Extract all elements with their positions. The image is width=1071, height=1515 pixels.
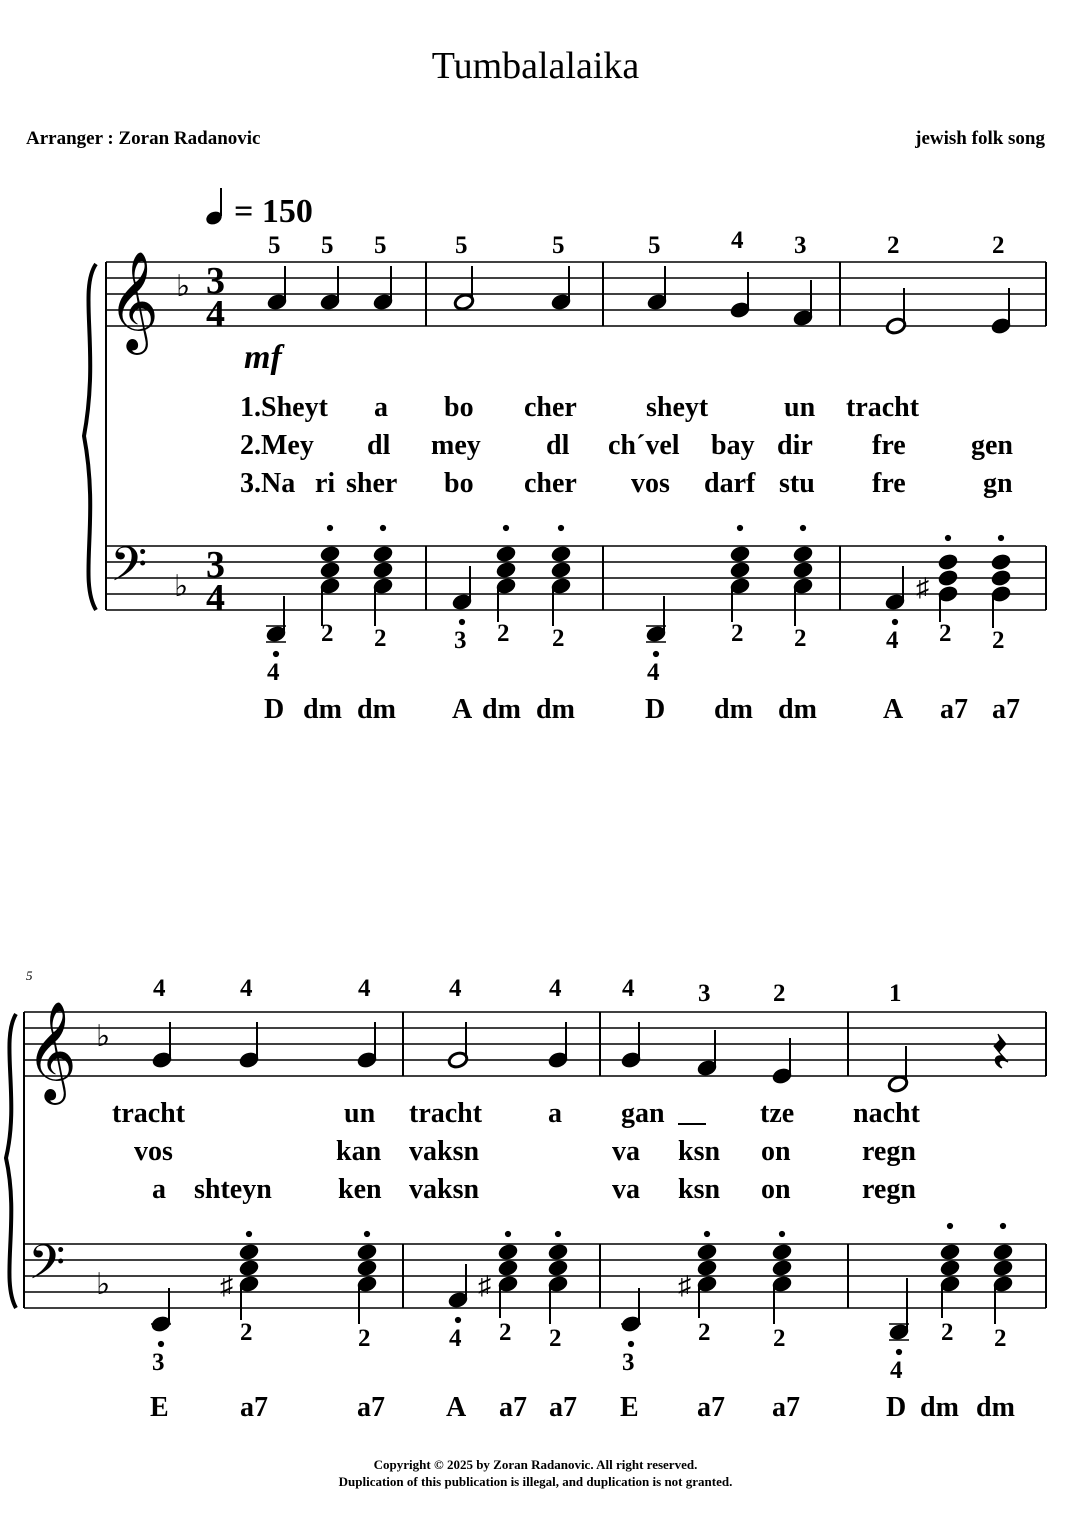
lyrics-1 xyxy=(240,392,1013,499)
lyric-syllable: tze xyxy=(760,1098,795,1129)
lyric-syllable: vos xyxy=(134,1136,173,1167)
flat-key-signature-icon: ♭ xyxy=(176,270,191,303)
duplication-notice: Duplication of this publication is illegal, and duplication is not granted. xyxy=(338,1474,733,1489)
chord-name: E xyxy=(620,1392,639,1423)
chord-name: a7 xyxy=(357,1392,385,1423)
lyric-syllable: regn xyxy=(862,1174,916,1205)
lyric-syllable: cher xyxy=(524,392,577,423)
svg-text:♯: ♯ xyxy=(220,1271,233,1300)
svg-text:♯: ♯ xyxy=(916,573,929,602)
lyric-syllable: tracht xyxy=(112,1098,186,1129)
chord-name: a7 xyxy=(549,1392,577,1423)
chord-name: a7 xyxy=(240,1392,268,1423)
svg-text:♯: ♯ xyxy=(478,1271,491,1300)
chord-name: A xyxy=(446,1392,467,1423)
lyric-syllable: shteyn xyxy=(194,1174,272,1205)
svg-text:♯: ♯ xyxy=(678,1271,691,1300)
lyrics-2 xyxy=(112,1098,921,1205)
fingering: 5 xyxy=(268,232,281,259)
lyric-syllable: on xyxy=(761,1136,791,1167)
chord-name: dm xyxy=(976,1392,1015,1423)
lyric-syllable: a xyxy=(548,1098,562,1129)
lyric-syllable: ken xyxy=(338,1174,382,1205)
lyric-syllable: dl xyxy=(546,430,570,461)
fingering: 1 xyxy=(889,980,902,1007)
chord-name: a7 xyxy=(772,1392,800,1423)
lyric-syllable: bo xyxy=(444,468,474,499)
lyric-syllable: sheyt xyxy=(646,392,709,423)
lyric-syllable: darf xyxy=(704,468,756,499)
treble-clef-icon: 𝄞 xyxy=(108,253,159,349)
lyric-syllable: kan xyxy=(336,1136,382,1167)
lyric-syllable: un xyxy=(344,1098,376,1129)
fingering: 2 xyxy=(994,1325,1007,1352)
fingering: 4 xyxy=(890,1357,903,1384)
lyric-syllable: fre xyxy=(872,468,906,499)
fingering: 2 xyxy=(499,1319,512,1346)
lyric-syllable: un xyxy=(784,392,816,423)
fingering: 2 xyxy=(497,620,510,647)
lyric-syllable: a xyxy=(374,392,388,423)
flat-key-signature-icon: ♭ xyxy=(96,1268,111,1301)
fingering: 4 xyxy=(549,975,562,1002)
score-title: Tumbalalaika xyxy=(431,45,640,87)
treble-notes-1 xyxy=(266,266,1011,335)
bass-notes-2 xyxy=(150,1223,1013,1354)
chord-name: D xyxy=(645,694,666,725)
fingering: 5 xyxy=(321,232,334,259)
lyric-syllable: va xyxy=(612,1174,640,1205)
fingering: 4 xyxy=(886,627,899,654)
chord-name: dm xyxy=(303,694,342,725)
lyric-syllable: va xyxy=(612,1136,640,1167)
chord-name: dm xyxy=(920,1392,959,1423)
fingering: 2 xyxy=(358,1325,371,1352)
chord-name: a7 xyxy=(992,694,1020,725)
fingering: 2 xyxy=(941,1319,954,1346)
fingering: 3 xyxy=(622,1349,635,1376)
lyric-syllable: stu xyxy=(779,468,815,499)
chord-name: dm xyxy=(778,694,817,725)
fingering: 4 xyxy=(267,659,280,686)
fingering: 2 xyxy=(887,232,900,259)
system-2 xyxy=(6,968,1046,1423)
fingering: 4 xyxy=(449,1325,462,1352)
copyright-line: Copyright © 2025 by Zoran Radanovic. All right reserved. xyxy=(373,1457,698,1472)
fingering: 4 xyxy=(622,975,635,1002)
time-signature-bass: 3 xyxy=(206,544,225,586)
copyright-footer xyxy=(0,1456,1071,1490)
lyric-syllable: ksn xyxy=(678,1174,721,1205)
lyric-syllable: dir xyxy=(777,430,813,461)
dynamic-marking: mf xyxy=(244,339,282,376)
chord-name: dm xyxy=(482,694,521,725)
chord-name: A xyxy=(883,694,904,725)
fingering: 5 xyxy=(648,232,661,259)
treble-notes-2 xyxy=(151,1022,1008,1093)
lyric-syllable: ch´vel xyxy=(608,430,680,461)
quarter-rest-icon xyxy=(994,1034,1008,1068)
lyric-syllable: tracht xyxy=(846,392,920,423)
fingering: 3 xyxy=(454,627,467,654)
system-1 xyxy=(84,188,1046,725)
lyric-syllable: on xyxy=(761,1174,791,1205)
fingering: 2 xyxy=(549,1325,562,1352)
fingering: 2 xyxy=(321,620,334,647)
lyric-syllable: dl xyxy=(367,430,391,461)
lyric-syllable: 3.Na xyxy=(240,468,296,499)
chord-name: E xyxy=(150,1392,169,1423)
bass-clef-icon: 𝄢 xyxy=(110,538,148,603)
chord-name: D xyxy=(264,694,285,725)
lyric-syllable: mey xyxy=(431,430,481,461)
fingering: 5 xyxy=(552,232,565,259)
fingering: 2 xyxy=(992,627,1005,654)
lyric-syllable: fre xyxy=(872,430,906,461)
song-subtitle: jewish folk song xyxy=(915,128,1045,149)
fingering: 2 xyxy=(939,620,952,647)
chord-name: A xyxy=(452,694,473,725)
svg-text:4: 4 xyxy=(206,293,225,335)
fingering: 2 xyxy=(794,625,807,652)
fingering: 3 xyxy=(152,1349,165,1376)
chord-name: dm xyxy=(357,694,396,725)
treble-staff-2 xyxy=(24,1012,1046,1076)
lyric-syllable: 1.Sheyt xyxy=(240,392,328,423)
fingering: 2 xyxy=(374,625,387,652)
tempo-value: = 150 xyxy=(234,193,313,230)
lyric-syllable: vaksn xyxy=(409,1136,480,1167)
fingering: 2 xyxy=(773,980,786,1007)
lyric-syllable: ri xyxy=(315,468,336,499)
chord-name: dm xyxy=(714,694,753,725)
fingering: 4 xyxy=(449,975,462,1002)
fingering: 3 xyxy=(698,980,711,1007)
lyric-syllable: tracht xyxy=(409,1098,483,1129)
lyric-syllable: nacht xyxy=(853,1098,920,1129)
chord-name: D xyxy=(886,1392,907,1423)
tempo-marking xyxy=(204,188,313,230)
lyric-syllable: sher xyxy=(346,468,398,499)
bass-clef-icon: 𝄢 xyxy=(28,1236,66,1301)
brace-icon xyxy=(84,264,96,610)
fingering: 5 xyxy=(455,232,468,259)
flat-key-signature-icon: ♭ xyxy=(174,570,189,603)
fingering: 2 xyxy=(992,232,1005,259)
chord-name: a7 xyxy=(697,1392,725,1423)
fingering: 2 xyxy=(773,1325,786,1352)
measure-number: 5 xyxy=(26,968,33,983)
lyric-syllable: gan xyxy=(621,1098,665,1129)
lyric-syllable: cher xyxy=(524,468,577,499)
brace-icon xyxy=(6,1014,16,1308)
arranger-credit: Arranger : Zoran Radanovic xyxy=(26,128,261,149)
lyric-syllable: bay xyxy=(711,430,755,461)
bass-staff-2 xyxy=(24,1244,1046,1308)
lyric-syllable: gen xyxy=(971,430,1013,461)
fingering: 2 xyxy=(698,1319,711,1346)
bass-staff-1 xyxy=(106,546,1046,610)
fingering: 5 xyxy=(374,232,387,259)
fingering: 4 xyxy=(358,975,371,1002)
fingering: 2 xyxy=(552,625,565,652)
fingering: 2 xyxy=(731,620,744,647)
chord-name: a7 xyxy=(499,1392,527,1423)
fingering: 4 xyxy=(647,659,660,686)
chord-name: dm xyxy=(536,694,575,725)
fingering: 3 xyxy=(794,232,807,259)
lyric-syllable: 2.Mey xyxy=(240,430,314,461)
time-signature-treble: 3 xyxy=(206,260,225,302)
chord-name: a7 xyxy=(940,694,968,725)
treble-clef-icon: 𝄞 xyxy=(26,1003,77,1099)
fingering: 4 xyxy=(153,975,166,1002)
lyric-syllable: gn xyxy=(983,468,1013,499)
lyric-syllable: vaksn xyxy=(409,1174,480,1205)
svg-text:4: 4 xyxy=(206,577,225,619)
lyric-syllable: bo xyxy=(444,392,474,423)
fingering: 4 xyxy=(240,975,253,1002)
lyric-syllable: ksn xyxy=(678,1136,721,1167)
fingering: 2 xyxy=(240,1319,253,1346)
lyric-syllable: a xyxy=(152,1174,166,1205)
fingering: 4 xyxy=(731,227,744,254)
flat-key-signature-icon: ♭ xyxy=(96,1020,111,1053)
lyric-syllable: regn xyxy=(862,1136,916,1167)
lyric-syllable: vos xyxy=(631,468,670,499)
